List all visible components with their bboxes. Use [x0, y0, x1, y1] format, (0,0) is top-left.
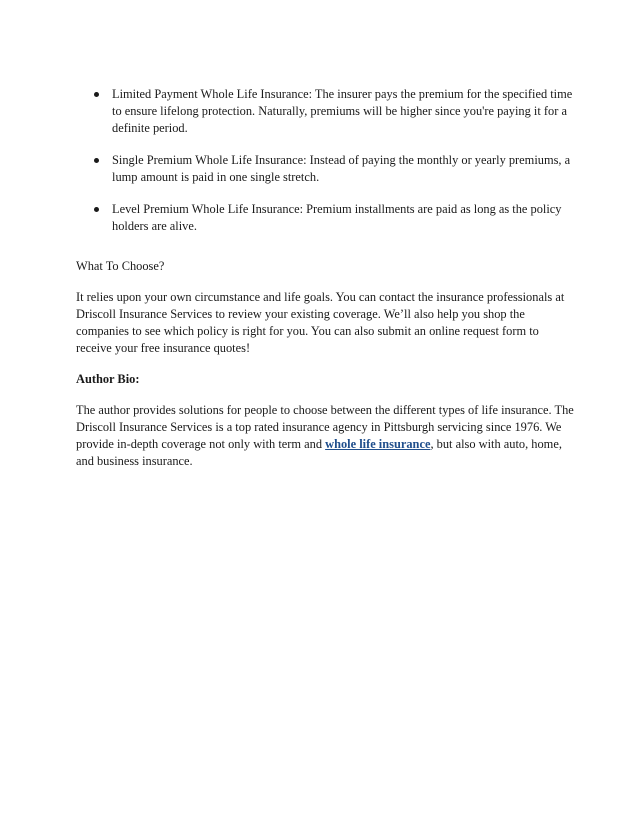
- list-item: [76, 152, 576, 186]
- bullet-icon: [94, 92, 99, 97]
- bullet-icon: [94, 158, 99, 163]
- section-heading: What To Choose?: [76, 259, 165, 273]
- section-paragraph: It relies upon your own circumstance and life goals. You can contact the insurance professionals at Driscoll Insurance Services to review your existing coverage. We’ll also help you shop the companies to see which policy is right for you. You can also submit an online request form to receive your free insurance quotes!: [76, 290, 565, 355]
- whole-life-insurance-link[interactable]: whole life insurance: [325, 437, 431, 451]
- list-item: [76, 86, 576, 137]
- author-bio-heading: Author Bio:: [76, 372, 140, 386]
- author-bio-text-end: , but also with auto, home, and business insurance.: [76, 437, 562, 468]
- list-item-text: Limited Payment Whole Life Insurance: The insurer pays the premium for the specified time to ensure lifelong protection. Naturally, premiums will be higher since you're paying it for a definite period.: [112, 87, 573, 135]
- author-bio-text-start: The author provides solutions for people to choose between the different types of life insurance. The Driscoll Insurance Services is a top rated insurance agency in Pittsburgh servicing since 1976. We provide in-depth coverage not only with term and: [76, 403, 574, 451]
- insurance-types-list: [76, 86, 576, 235]
- list-item-text: Level Premium Whole Life Insurance: Premium installments are paid as long as the policy holders are alive.: [112, 202, 562, 233]
- list-item: [76, 201, 576, 235]
- bullet-icon: [94, 207, 99, 212]
- list-item-text: Single Premium Whole Life Insurance: Instead of paying the monthly or yearly premiums, a lump amount is paid in one single stretch.: [112, 153, 571, 184]
- document-content: [76, 86, 576, 484]
- author-bio-paragraph: [76, 402, 576, 470]
